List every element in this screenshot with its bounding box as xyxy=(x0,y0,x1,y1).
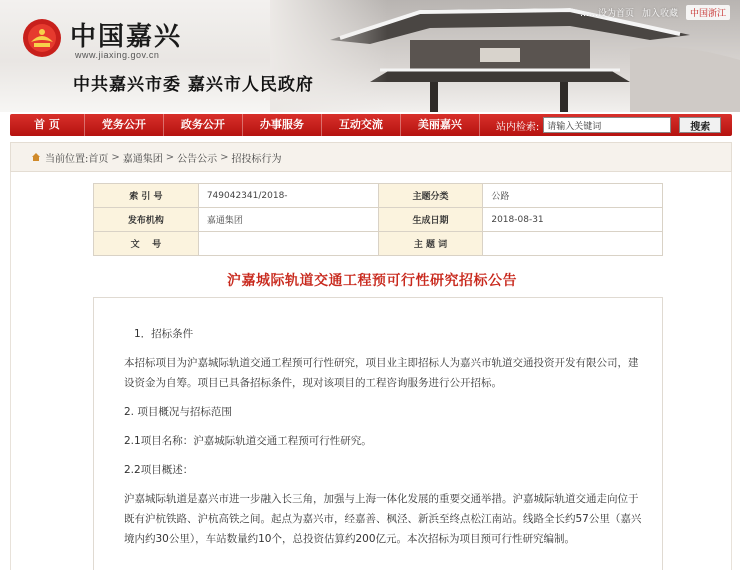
index-number-value: 749042341/2018- xyxy=(198,184,378,208)
site-brand[interactable]: 中国嘉兴 xyxy=(70,22,183,52)
category-key: 主题分类 xyxy=(378,184,483,208)
subject-value xyxy=(483,232,663,256)
top-links xyxy=(580,5,730,20)
table-row xyxy=(94,232,663,256)
zhejiang-link[interactable]: 中国浙江 xyxy=(686,5,730,20)
main-nav xyxy=(10,114,732,136)
table-row xyxy=(94,208,663,232)
nav-item-interaction[interactable]: 互动交流 xyxy=(322,114,401,136)
document-number-key: 文 号 xyxy=(94,232,199,256)
document-number-value xyxy=(198,232,378,256)
breadcrumb-item-jiatong[interactable]: 嘉通集团 xyxy=(122,153,163,165)
nav-item-party-affairs[interactable]: 党务公开 xyxy=(85,114,164,136)
subject-key: 主 题 词 xyxy=(378,232,483,256)
article-body xyxy=(93,297,663,570)
paragraph: 本招标项目为沪嘉城际轨道交通工程预可行性研究，项目业主即招标人为嘉兴市轨道交通投资开发有限公司，建设资金为自筹。项目已具备招标条件，现对该项目的工程咨询服务进行公开招标。 xyxy=(124,357,639,389)
paragraph: 2.1项目名称：沪嘉城际轨道交通工程预可行性研究。 xyxy=(124,435,372,447)
section-heading: 1．招标条件 xyxy=(134,328,194,340)
breadcrumb-item-notices[interactable]: 公告公示 xyxy=(177,153,218,165)
search-button[interactable]: 搜索 xyxy=(679,117,721,133)
home-icon xyxy=(31,152,41,162)
article-title: 沪嘉城际轨道交通工程预可行性研究招标公告 xyxy=(227,273,517,289)
search-input[interactable] xyxy=(543,117,671,133)
nav-item-services[interactable]: 办事服务 xyxy=(243,114,322,136)
breadcrumb xyxy=(10,142,732,172)
date-key: 生成日期 xyxy=(378,208,483,232)
breadcrumb-separator: > xyxy=(111,151,120,163)
publisher-value: 嘉通集团 xyxy=(198,208,378,232)
index-number-key: 索 引 号 xyxy=(94,184,199,208)
set-homepage-link[interactable]: ……设为首页 xyxy=(579,9,634,19)
nav-item-beautiful-jiaxing[interactable]: 美丽嘉兴 xyxy=(401,114,480,136)
china-emblem-logo-icon[interactable] xyxy=(22,18,62,58)
date-value: 2018-08-31 xyxy=(483,208,663,232)
section-heading: 2.2项目概述： xyxy=(124,464,194,476)
content-area xyxy=(10,172,732,570)
breadcrumb-separator: > xyxy=(165,151,175,163)
breadcrumb-item-home[interactable]: 首页 xyxy=(88,153,109,165)
search-label: 站内检索: xyxy=(495,121,540,133)
section-heading: 2. 项目概况与招标范围 xyxy=(124,406,232,418)
breadcrumb-item-bidding[interactable]: 招投标行为 xyxy=(231,153,282,165)
table-row xyxy=(94,184,663,208)
site-header xyxy=(0,0,740,112)
breadcrumb-separator: > xyxy=(220,151,229,163)
category-value: 公路 xyxy=(483,184,663,208)
document-meta-table xyxy=(93,183,663,256)
site-domain: www.jiaxing.gov.cn xyxy=(75,50,160,60)
paragraph: 沪嘉城际轨道是嘉兴市进一步融入长三角，加强与上海一体化发展的重要交通举措。沪嘉城际轨道交通走向位于既有沪杭铁路、沪杭高铁之间。起点为嘉兴市，经嘉善、枫泾、新浜至终点松江南站。线路全长约57公里（嘉兴境内约30公里），车站数量约10个，总投资估算约200亿元。本次招标为项目预可行性研究编制。 xyxy=(124,493,642,545)
publisher-key: 发布机构 xyxy=(94,208,199,232)
add-favorite-link[interactable]: 加入收藏 xyxy=(641,9,678,19)
nav-item-home[interactable]: 首 页 xyxy=(10,114,85,136)
breadcrumb-label: 当前位置: xyxy=(45,153,89,165)
nav-item-gov-affairs[interactable]: 政务公开 xyxy=(164,114,243,136)
government-title: 中共嘉兴市委 嘉兴市人民政府 xyxy=(73,75,314,95)
